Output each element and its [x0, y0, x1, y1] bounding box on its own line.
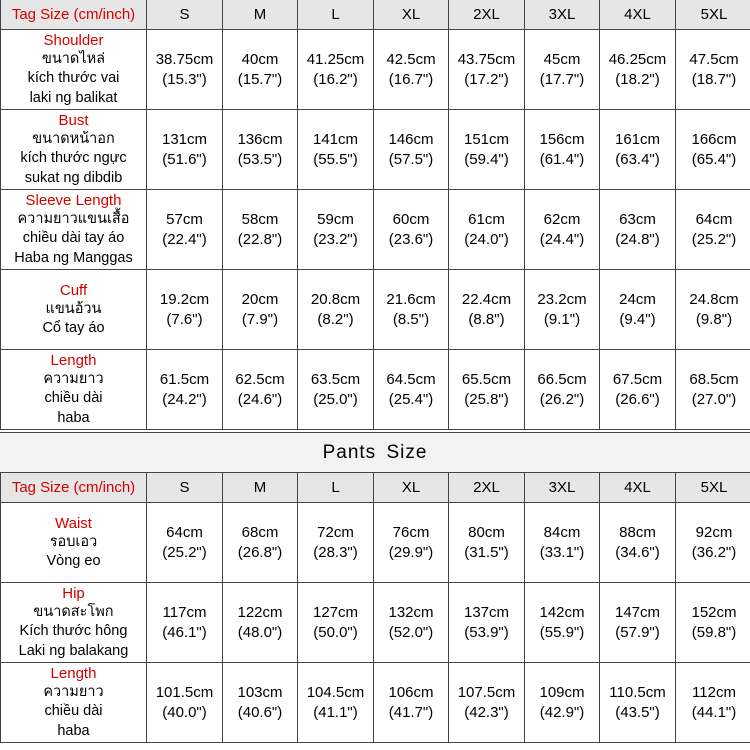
value-cm: 22.4cm	[461, 290, 512, 308]
measurement-translation: Vòng eo	[46, 553, 101, 569]
size-value-cell	[525, 503, 600, 583]
measurement-label	[1, 190, 147, 270]
value-inch: (33.1")	[539, 543, 585, 561]
size-value-cell	[374, 583, 449, 663]
measurement-translation: ความยาว	[43, 683, 104, 700]
value-cm: 68cm	[241, 523, 279, 541]
value-inch: (24.8")	[615, 230, 660, 248]
size-value-cell	[525, 350, 600, 430]
value-cm: 20.8cm	[310, 290, 361, 308]
size-value-cell	[147, 270, 223, 350]
size-value-cell	[298, 583, 374, 663]
measurement-translation: รอบเอว	[49, 533, 98, 550]
value-cm: 117cm	[162, 603, 207, 621]
value-cm: 141cm	[312, 130, 359, 148]
value-cm: 47.5cm	[689, 50, 739, 68]
value-inch: (52.0")	[388, 623, 434, 641]
size-value-cell	[676, 190, 750, 270]
value-cm: 20cm	[241, 290, 279, 308]
value-cm: 64cm	[695, 210, 733, 228]
measurement-name: Hip	[62, 584, 85, 602]
size-header-cell: S	[147, 0, 223, 30]
value-cm: 106cm	[388, 683, 434, 701]
value-inch: (61.4")	[539, 150, 585, 168]
size-header-cell: 5XL	[676, 0, 750, 30]
value-inch: (18.2")	[615, 70, 660, 88]
value-inch: (25.0")	[313, 390, 358, 408]
value-cm: 122cm	[237, 603, 283, 621]
value-cm: 43.75cm	[457, 50, 516, 68]
value-cm: 67.5cm	[612, 370, 663, 388]
size-value-cell	[298, 350, 374, 430]
size-header-cell: L	[298, 473, 374, 503]
size-value-cell	[223, 30, 298, 110]
size-header-cell: S	[147, 473, 223, 503]
value-cm: 21.6cm	[386, 290, 436, 308]
measurement-translation: ความยาว	[43, 370, 104, 387]
size-value-cell	[600, 190, 676, 270]
value-cm: 127cm	[312, 603, 359, 621]
measurement-name: Waist	[55, 514, 92, 532]
size-value-cell	[374, 663, 449, 743]
value-cm: 66.5cm	[537, 370, 587, 388]
value-inch: (25.2")	[162, 543, 207, 561]
value-cm: 142cm	[539, 603, 585, 621]
value-inch: (65.4")	[691, 150, 737, 168]
value-inch: (22.8")	[237, 230, 283, 248]
value-inch: (16.2")	[313, 70, 358, 88]
value-cm: 64.5cm	[386, 370, 436, 388]
value-cm: 58cm	[241, 210, 279, 228]
value-cm: 57cm	[166, 210, 203, 228]
size-value-cell	[223, 110, 298, 190]
size-value-cell	[298, 30, 374, 110]
measurement-label	[1, 30, 147, 110]
value-inch: (23.6")	[388, 230, 434, 248]
measurement-translation: haba	[57, 722, 90, 739]
size-value-cell	[223, 190, 298, 270]
measurement-translation: ขนาดหน้าอก	[32, 130, 115, 147]
value-cm: 72cm	[317, 523, 354, 541]
value-cm: 161cm	[614, 130, 661, 148]
size-header-cell: M	[223, 473, 298, 503]
value-inch: (18.7")	[691, 70, 737, 88]
pants-size-table	[0, 472, 750, 743]
size-value-cell	[147, 663, 223, 743]
size-value-cell	[676, 583, 750, 663]
value-inch: (24.2")	[162, 390, 207, 408]
size-value-cell	[298, 270, 374, 350]
value-inch: (25.8")	[464, 390, 509, 408]
size-value-cell	[525, 30, 600, 110]
size-header-row	[1, 473, 750, 503]
size-header-cell: 5XL	[676, 473, 750, 503]
measurement-row	[1, 350, 750, 430]
value-inch: (26.6")	[615, 390, 660, 408]
measurement-translation: chiều dài	[44, 703, 103, 720]
value-inch: (26.8")	[237, 543, 283, 561]
value-inch: (41.1")	[313, 703, 358, 721]
measurement-translation: sukat ng dibdib	[24, 169, 123, 186]
size-header-cell: 2XL	[449, 473, 525, 503]
size-header-row	[1, 0, 750, 30]
value-inch: (15.3")	[162, 70, 207, 88]
size-value-cell	[223, 583, 298, 663]
size-value-cell	[525, 110, 600, 190]
size-value-cell	[600, 110, 676, 190]
value-inch: (36.2")	[691, 543, 737, 561]
measurement-label	[1, 663, 147, 743]
size-value-cell	[449, 350, 525, 430]
measurement-translation: kích thước ngực	[20, 150, 127, 167]
value-cm: 40cm	[241, 50, 279, 68]
size-value-cell	[676, 663, 750, 743]
size-value-cell	[147, 30, 223, 110]
size-header-cell: L	[298, 0, 374, 30]
value-cm: 136cm	[237, 130, 283, 148]
value-inch: (29.9")	[388, 543, 434, 561]
value-cm: 101.5cm	[155, 683, 214, 701]
measurement-translation: haba	[57, 409, 90, 426]
value-cm: 109cm	[539, 683, 585, 701]
value-inch: (27.0")	[691, 390, 737, 408]
measurement-row	[1, 663, 750, 743]
value-inch: (40.6")	[237, 703, 283, 721]
value-inch: (28.3")	[313, 543, 358, 561]
measurement-translation: Cổ tay áo	[42, 320, 105, 336]
value-inch: (22.4")	[162, 230, 207, 248]
value-cm: 46.25cm	[608, 50, 667, 68]
value-cm: 151cm	[463, 130, 510, 148]
size-value-cell	[676, 503, 750, 583]
value-cm: 88cm	[619, 523, 656, 541]
value-inch: (53.5")	[237, 150, 283, 168]
size-value-cell	[600, 30, 676, 110]
value-cm: 68.5cm	[689, 370, 739, 388]
value-cm: 63cm	[619, 210, 656, 228]
size-header-cell: XL	[374, 473, 449, 503]
size-header-cell: M	[223, 0, 298, 30]
measurement-translation: chiều dài tay áo	[22, 230, 125, 247]
value-cm: 41.25cm	[306, 50, 365, 68]
measurement-translation: laki ng balikat	[29, 89, 118, 106]
size-value-cell	[374, 270, 449, 350]
value-inch: (24.6")	[237, 390, 283, 408]
size-value-cell	[600, 270, 676, 350]
value-inch: (15.7")	[237, 70, 283, 88]
size-value-cell	[449, 190, 525, 270]
tag-size-header: Tag Size (cm/inch)	[1, 473, 147, 503]
size-value-cell	[147, 350, 223, 430]
value-inch: (46.1")	[162, 623, 207, 641]
value-inch: (31.5")	[464, 543, 509, 561]
measurement-label	[1, 503, 147, 583]
size-value-cell	[374, 350, 449, 430]
value-cm: 61cm	[468, 210, 505, 228]
size-value-cell	[600, 350, 676, 430]
value-inch: (57.9")	[615, 623, 660, 641]
size-value-cell	[525, 663, 600, 743]
value-cm: 24cm	[619, 290, 656, 308]
measurement-row	[1, 583, 750, 663]
measurement-name: Length	[50, 351, 97, 369]
size-value-cell	[298, 663, 374, 743]
size-value-cell	[676, 270, 750, 350]
size-value-cell	[600, 583, 676, 663]
size-value-cell	[600, 503, 676, 583]
size-value-cell	[374, 110, 449, 190]
value-cm: 147cm	[614, 603, 661, 621]
size-value-cell	[449, 503, 525, 583]
size-value-cell	[374, 30, 449, 110]
value-inch: (51.6")	[162, 150, 207, 168]
size-value-cell	[223, 503, 298, 583]
measurement-name: Shoulder	[43, 31, 104, 49]
measurement-translation: ขนาดสะโพก	[33, 603, 114, 620]
measurement-label	[1, 350, 147, 430]
value-inch: (42.9")	[539, 703, 585, 721]
measurement-name: Bust	[58, 111, 89, 129]
size-value-cell	[676, 110, 750, 190]
size-value-cell	[298, 110, 374, 190]
measurement-name: Length	[50, 664, 97, 682]
value-inch: (23.2")	[313, 230, 358, 248]
value-cm: 63.5cm	[310, 370, 361, 388]
value-cm: 166cm	[691, 130, 737, 148]
value-inch: (17.2")	[464, 70, 509, 88]
size-value-cell	[525, 270, 600, 350]
value-cm: 146cm	[388, 130, 434, 148]
value-cm: 107.5cm	[457, 683, 516, 701]
size-header-cell: 3XL	[525, 0, 600, 30]
value-inch: (55.5")	[313, 150, 358, 168]
value-cm: 110.5cm	[609, 683, 666, 701]
measurement-row	[1, 30, 750, 110]
value-cm: 23.2cm	[537, 290, 587, 308]
measurement-name: Cuff	[59, 281, 88, 299]
size-value-cell	[600, 663, 676, 743]
value-inch: (43.5")	[615, 703, 660, 721]
value-cm: 45cm	[543, 50, 581, 68]
value-cm: 156cm	[539, 130, 585, 148]
measurement-translation: ขนาดไหล่	[41, 50, 106, 67]
value-cm: 62cm	[543, 210, 581, 228]
value-cm: 112cm	[692, 683, 736, 701]
value-inch: (50.0")	[313, 623, 358, 641]
size-value-cell	[449, 583, 525, 663]
size-value-cell	[147, 503, 223, 583]
value-cm: 19.2cm	[159, 290, 210, 308]
measurement-name: Sleeve Length	[25, 191, 122, 209]
size-value-cell	[449, 663, 525, 743]
value-inch: (24.4")	[539, 230, 585, 248]
value-inch: (41.7")	[388, 703, 434, 721]
size-value-cell	[525, 190, 600, 270]
measurement-row	[1, 110, 750, 190]
value-inch: (9.4")	[619, 310, 656, 328]
value-inch: (34.6")	[615, 543, 660, 561]
value-inch: (59.8")	[691, 623, 737, 641]
size-header-cell: 4XL	[600, 473, 676, 503]
value-cm: 59cm	[317, 210, 354, 228]
measurement-translation: แขนอ้วน	[45, 300, 102, 317]
value-inch: (26.2")	[539, 390, 585, 408]
value-inch: (8.5")	[392, 310, 430, 328]
size-value-cell	[298, 190, 374, 270]
value-inch: (16.7")	[388, 70, 434, 88]
size-value-cell	[223, 350, 298, 430]
value-cm: 103cm	[237, 683, 283, 701]
measurement-translation: Haba ng Manggas	[14, 249, 133, 266]
measurement-label	[1, 110, 147, 190]
size-value-cell	[525, 583, 600, 663]
size-value-cell	[449, 110, 525, 190]
value-inch: (7.6")	[166, 310, 203, 328]
value-inch: (25.2")	[691, 230, 737, 248]
value-inch: (8.2")	[317, 310, 354, 328]
value-inch: (59.4")	[464, 150, 509, 168]
value-cm: 92cm	[695, 523, 733, 541]
value-inch: (40.0")	[162, 703, 207, 721]
size-value-cell	[298, 503, 374, 583]
size-value-cell	[374, 190, 449, 270]
value-inch: (24.0")	[464, 230, 509, 248]
size-value-cell	[676, 30, 750, 110]
size-value-cell	[147, 190, 223, 270]
value-cm: 80cm	[468, 523, 505, 541]
value-cm: 137cm	[463, 603, 510, 621]
measurement-translation: chiều dài	[44, 390, 103, 407]
value-inch: (9.1")	[543, 310, 581, 328]
value-cm: 62.5cm	[235, 370, 285, 388]
size-value-cell	[374, 503, 449, 583]
measurement-row	[1, 503, 750, 583]
value-inch: (44.1")	[691, 703, 737, 721]
value-inch: (48.0")	[237, 623, 283, 641]
value-inch: (8.8")	[468, 310, 505, 328]
size-value-cell	[147, 583, 223, 663]
size-header-cell: XL	[374, 0, 449, 30]
value-cm: 65.5cm	[461, 370, 512, 388]
value-inch: (63.4")	[615, 150, 660, 168]
value-inch: (42.3")	[464, 703, 509, 721]
value-cm: 132cm	[388, 603, 434, 621]
size-header-cell: 3XL	[525, 473, 600, 503]
measurement-label	[1, 270, 147, 350]
size-value-cell	[223, 270, 298, 350]
measurement-row	[1, 270, 750, 350]
tag-size-header: Tag Size (cm/inch)	[1, 0, 147, 30]
size-value-cell	[449, 30, 525, 110]
value-cm: 42.5cm	[386, 50, 436, 68]
value-cm: 131cm	[161, 130, 208, 148]
measurement-translation: kích thước vai	[27, 70, 120, 87]
size-value-cell	[449, 270, 525, 350]
value-inch: (25.4")	[388, 390, 434, 408]
value-cm: 104.5cm	[306, 683, 365, 701]
measurement-translation: ความยาวแขนเสื้อ	[17, 210, 130, 227]
value-cm: 84cm	[543, 523, 581, 541]
value-cm: 60cm	[392, 210, 430, 228]
value-inch: (53.9")	[464, 623, 509, 641]
pants-size-title: Pants Size	[0, 432, 750, 473]
value-cm: 38.75cm	[155, 50, 214, 68]
value-cm: 24.8cm	[689, 290, 739, 308]
value-inch: (9.8")	[695, 310, 733, 328]
value-inch: (55.9")	[539, 623, 585, 641]
size-value-cell	[147, 110, 223, 190]
measurement-translation: Laki ng balakang	[18, 642, 129, 659]
size-value-cell	[676, 350, 750, 430]
value-inch: (17.7")	[539, 70, 585, 88]
size-header-cell: 4XL	[600, 0, 676, 30]
value-inch: (57.5")	[388, 150, 434, 168]
size-value-cell	[223, 663, 298, 743]
measurement-translation: Kích thước hông	[19, 623, 128, 640]
value-cm: 64cm	[166, 523, 203, 541]
value-cm: 76cm	[392, 523, 430, 541]
measurement-label	[1, 583, 147, 663]
value-inch: (7.9")	[241, 310, 279, 328]
size-header-cell: 2XL	[449, 0, 525, 30]
value-cm: 61.5cm	[159, 370, 210, 388]
value-cm: 152cm	[691, 603, 737, 621]
measurement-row	[1, 190, 750, 270]
